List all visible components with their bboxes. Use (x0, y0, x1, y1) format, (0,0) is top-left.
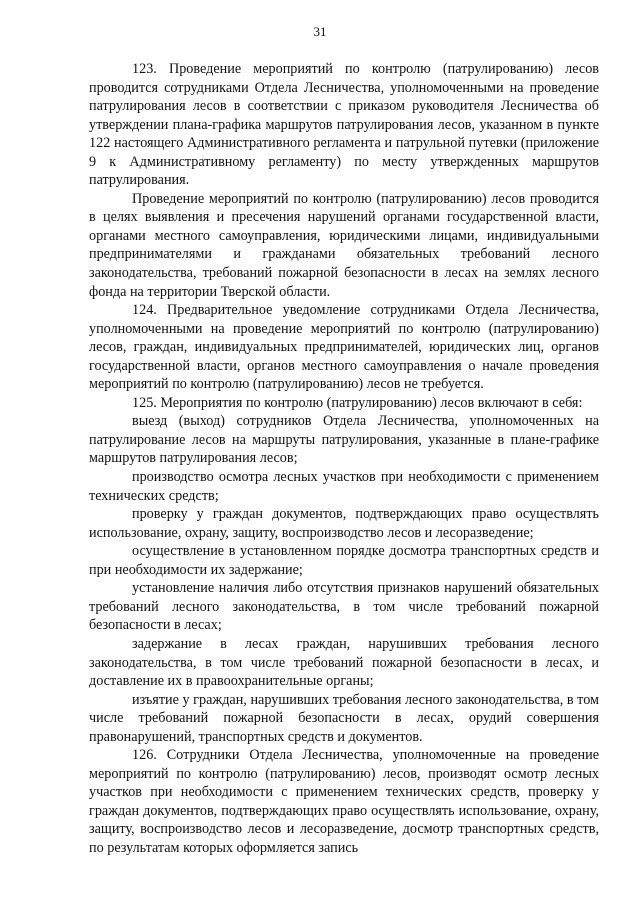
paragraph-124: 124. Предварительное уведомление сотрудниками Отдела Лесничества, уполномоченными на проведение мероприятий по контролю (патрулированию) лесов, граждан, индивидуальных предпринимателей, юридических лиц, органов государственной власти, органов местного самоуправления о начале проведения мероприятий по контролю (патрулированию) лесов не требуется. (89, 302, 599, 393)
list-item-detention: задержание в лесах граждан, нарушивших требования лесного законодательства, в том числе требований пожарной безопасности в лесах, и доставление их в правоохранительные органы; (89, 635, 599, 690)
list-item-seizure: изъятие у граждан, нарушивших требования лесного законодательства, в том числе требований пожарной безопасности в лесах, орудий совершения правонарушений, транспортных средств и документов. (89, 691, 599, 745)
paragraph-125: 125. Мероприятия по контролю (патрулированию) лесов включают в себя: (132, 394, 583, 411)
list-item-departure: выезд (выход) сотрудников Отдела Лесничества, уполномоченных на патрулирование лесов на маршруты патрулирования, указанные в плане-графике маршрутов патрулирования лесов; (89, 413, 599, 467)
list-item-violation-check: установление наличия либо отсутствия признаков нарушений обязательных требований лесного законодательства, в том числе требований пожарной безопасности в лесах; (89, 580, 599, 634)
document-body (89, 60, 599, 858)
list-item-document-check: проверку у граждан документов, подтверждающих право осуществлять использование, охрану, защиту, воспроизводство лесов и лесоразведение; (89, 506, 599, 541)
list-item-inspection: производство осмотра лесных участков при необходимости с применением технических средств; (89, 469, 599, 504)
paragraph-123: 123. Проведение мероприятий по контролю (патрулированию) лесов проводится сотрудниками Отдела Лесничества, уполномоченными на проведение патрулирования лесов в соответствии с приказом руководителя Лесничества об утверждении плана-графика маршрутов патрулирования лесов, указанном в пункте 122 настоящего Административного регламента и патрульной путевки (приложение 9 к Административному регламенту) по месту утвержденных маршрутов патрулирования. (89, 61, 599, 189)
list-item-vehicle-search: осуществление в установленном порядке досмотра транспортных средств и при необходимости их задержание; (89, 543, 599, 578)
paragraph-126: 126. Сотрудники Отдела Лесничества, уполномоченные на проведение мероприятий по контролю (патрулированию) лесов, производят осмотр лесных участков при необходимости с применением технических средств, проверку у граждан документов, подтверждающих право осуществлять использование, охрану, защиту, воспроизводство лесов и лесоразведение, досмотр транспортных средств, по результатам которых оформляется запись (89, 747, 599, 856)
page-number: 31 (313, 24, 327, 39)
paragraph-123-purpose: Проведение мероприятий по контролю (патрулированию) лесов проводится в целях выявления и пресечения нарушений органами государственной власти, органами местного самоуправления, юридическими лицами, индивидуальными предпринимателями и гражданами обязательных требований лесного законодательства, требований пожарной безопасности в лесах на землях лесного фонда на территории Тверской области. (89, 190, 599, 300)
